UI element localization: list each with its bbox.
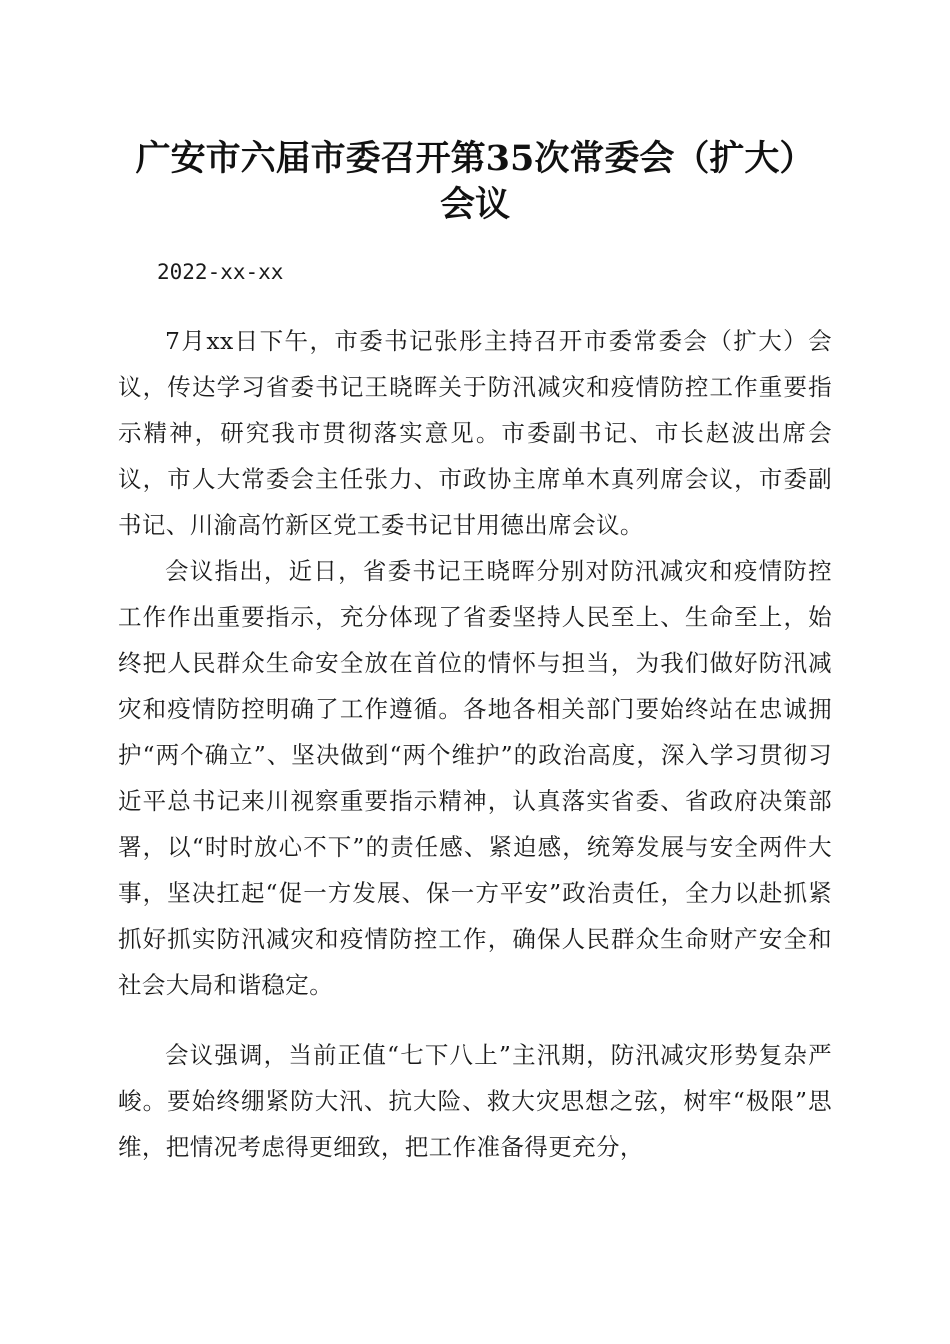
paragraph-3: 会议强调，当前正值“七下八上”主汛期，防汛减灾形势复杂严峻。要始终绷紧防大汛、抗大险、救大灾思想之弦，树牢“极限”思维，把情况考虑得更细致，把工作准备得更充分，	[118, 1041, 832, 1161]
paragraph-1: 7月xx日下午，市委书记张彤主持召开市委常委会（扩大）会议，传达学习省委书记王晓晖关于防汛减灾和疫情防控工作重要指示精神，研究我市贯彻落实意见。市委副书记、市长赵波出席会议，市人大常委会主任张力、市政协主席单木真列席会议，市委副书记、川渝高竹新区党工委书记甘用德出席会议。	[118, 327, 832, 539]
document-title-line-1: 广安市六届市委召开第35次常委会（扩大）	[135, 138, 815, 179]
document-date: 2022-xx-xx	[157, 260, 284, 284]
document-body-3	[118, 1032, 832, 1170]
document-body	[118, 318, 832, 548]
paragraph-2: 会议指出，近日，省委书记王晓晖分别对防汛减灾和疫情防控工作作出重要指示，充分体现了省委坚持人民至上、生命至上，始终把人民群众生命安全放在首位的情怀与担当，为我们做好防汛减灾和疫情防控明确了工作遵循。各地各相关部门要始终站在忠诚拥护“两个确立”、坚决做到“两个维护”的政治高度，深入学习贯彻习近平总书记来川视察重要指示精神，认真落实省委、省政府决策部署，以“时时放心不下”的责任感、紧迫感，统筹发展与安全两件大事，坚决扛起“促一方发展、保一方平安”政治责任，全力以赴抓紧抓好抓实防汛减灾和疫情防控工作，确保人民群众生命财产安全和社会大局和谐稳定。	[118, 557, 832, 999]
document-body-2	[118, 548, 832, 1008]
document-title-line-2: 会议	[439, 184, 510, 225]
